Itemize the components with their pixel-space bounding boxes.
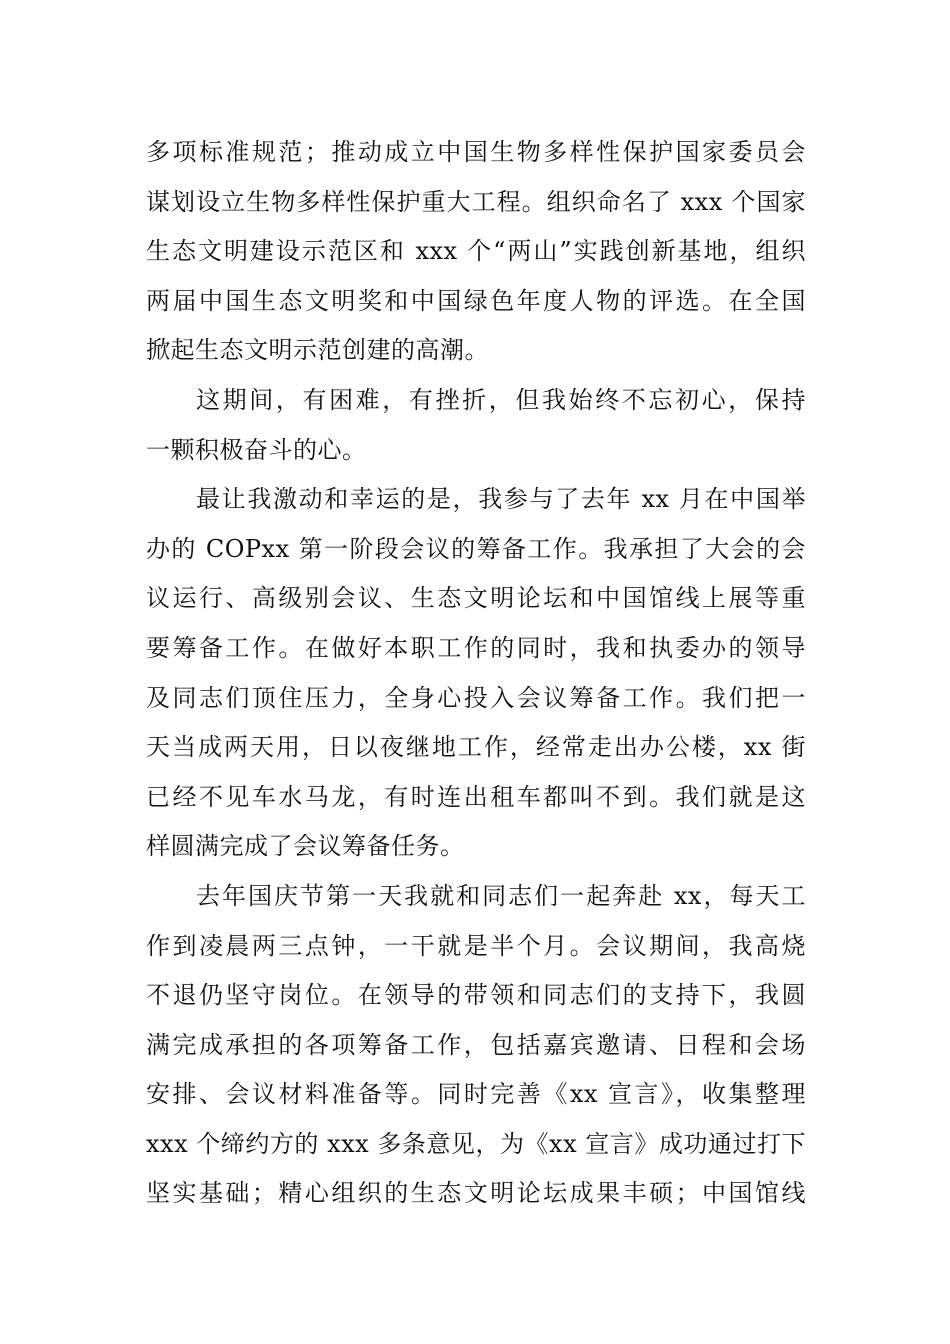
- text-line: 生态文明建设示范区和 xxx 个“两山”实践创新基地，组织: [146, 237, 806, 266]
- text-line: 已经不见车水马龙，有时连出租车都叫不到。我们就是这: [146, 782, 806, 811]
- text-line: 不退仍坚守岗位。在领导的带领和同志们的支持下，我圆: [146, 981, 806, 1010]
- text-line: 天当成两天用，日以夜继地工作，经常走出办公楼，xx 街: [146, 733, 806, 762]
- document-page: [146, 128, 806, 1219]
- text-line: 谋划设立生物多样性保护重大工程。组织命名了 xxx 个国家: [146, 187, 806, 216]
- text-line: 安排、会议材料准备等。同时完善《xx 宣言》，收集整理: [146, 1080, 806, 1109]
- text-line: 议运行、高级别会议、生态文明论坛和中国馆线上展等重: [146, 584, 806, 613]
- text-line: 去年国庆节第一天我就和同志们一起奔赴 xx，每天工: [196, 881, 806, 910]
- text-line: 两届中国生态文明奖和中国绿色年度人物的评选。在全国: [146, 286, 806, 315]
- text-line: 满完成承担的各项筹备工作，包括嘉宾邀请、日程和会场: [146, 1030, 806, 1059]
- text-line: 样圆满完成了会议筹备任务。: [146, 832, 465, 861]
- text-line: 作到凌晨两三点钟，一干就是半个月。会议期间，我高烧: [146, 931, 806, 960]
- text-line: 办的 COPxx 第一阶段会议的筹备工作。我承担了大会的会: [146, 534, 806, 563]
- text-line: 多项标准规范；推动成立中国生物多样性保护国家委员会: [146, 138, 806, 166]
- text-line: xxx 个缔约方的 xxx 多条意见，为《xx 宣言》成功通过打下: [146, 1129, 806, 1158]
- text-line: 要筹备工作。在做好本职工作的同时，我和执委办的领导: [146, 633, 806, 662]
- text-line: 坚实基础；精心组织的生态文明论坛成果丰硕；中国馆线: [146, 1179, 806, 1208]
- text-line: 这期间，有困难，有挫折，但我始终不忘初心，保持: [196, 385, 806, 414]
- text-line: 一颗积极奋斗的心。: [146, 435, 367, 464]
- text-line: 掀起生态文明示范创建的高潮。: [146, 336, 489, 365]
- text-line: 最让我激动和幸运的是，我参与了去年 xx 月在中国举: [196, 485, 806, 514]
- text-line: 及同志们顶住压力，全身心投入会议筹备工作。我们把一: [146, 683, 806, 712]
